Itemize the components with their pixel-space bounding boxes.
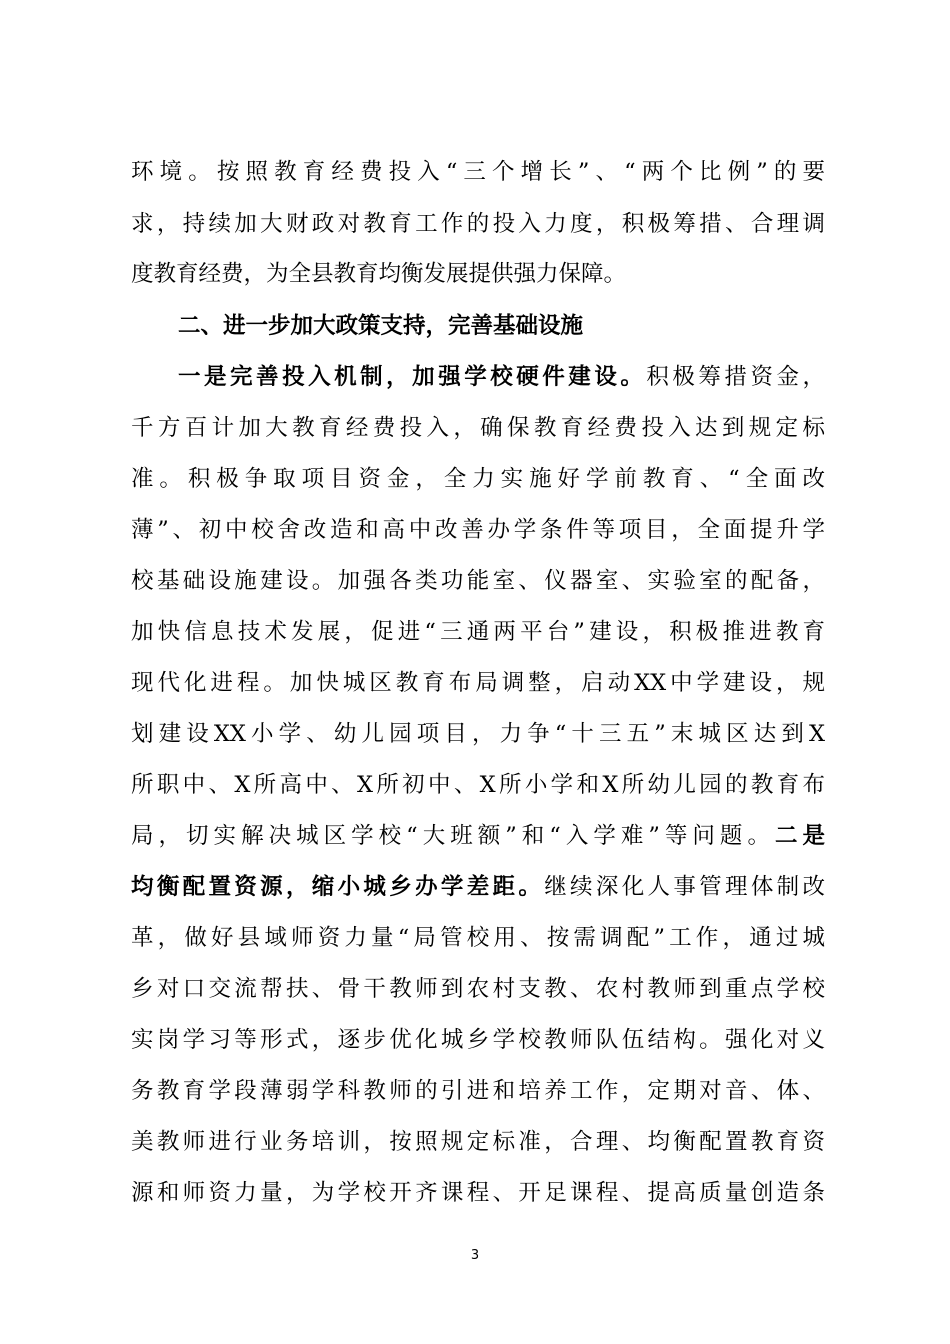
paragraph-line: 乡对口交流帮扶、骨干教师到农村支教、农村教师到重点学校 (131, 976, 825, 1002)
paragraph-text: 局，切实解决城区学校“大班额”和“入学难”等问题。 (131, 823, 775, 849)
paragraph-line: 革，做好县域师资力量“局管校用、按需调配”工作，通过城 (131, 925, 825, 951)
paragraph-line: 源和师资力量，为学校开齐课程、开足课程、提高质量创造条 (131, 1180, 825, 1206)
bold-lead-text: 均衡配置资源，缩小城乡办学差距。 (131, 874, 545, 900)
paragraph-line (131, 867, 825, 907)
bold-lead-text: 二是 (774, 823, 825, 849)
bold-lead-text: 一是完善投入机制，加强学校硬件建设。 (178, 364, 647, 390)
paragraph-line: 现代化进程。加快城区教育布局调整，启动XX中学建设，规 (131, 670, 825, 696)
paragraph-text: 继续深化人事管理体制改 (544, 874, 825, 900)
section-heading: 二、进一步加大政策支持，完善基础设施 (178, 313, 584, 339)
paragraph-line (178, 357, 825, 397)
paragraph-line: 度教育经费，为全县教育均衡发展提供强力保障。 (131, 261, 627, 287)
paragraph-line: 求，持续加大财政对教育工作的投入力度，积极筹措、合理调 (131, 211, 825, 237)
paragraph-line: 薄”、初中校舍改造和高中改善办学条件等项目，全面提升学 (131, 517, 825, 543)
paragraph-line: 所职中、X所高中、X所初中、X所小学和X所幼儿园的教育布 (131, 772, 825, 798)
paragraph-line: 务教育学段薄弱学科教师的引进和培养工作，定期对音、体、 (131, 1078, 825, 1104)
paragraph-line: 准。积极争取项目资金，全力实施好学前教育、“全面改 (131, 466, 825, 492)
paragraph-line: 划建设XX小学、幼儿园项目，力争“十三五”末城区达到X (131, 721, 825, 747)
paragraph-text: 积极筹措资金， (646, 364, 825, 390)
paragraph-line: 实岗学习等形式，逐步优化城乡学校教师队伍结构。强化对义 (131, 1027, 825, 1053)
page-number: 3 (470, 1248, 480, 1263)
paragraph-line (131, 816, 825, 856)
paragraph-line: 校基础设施建设。加强各类功能室、仪器室、实验室的配备， (131, 568, 825, 594)
paragraph-line: 美教师进行业务培训，按照规定标准，合理、均衡配置教育资 (131, 1129, 825, 1155)
paragraph-line: 环境。按照教育经费投入“三个增长”、“两个比例”的要 (131, 159, 825, 185)
paragraph-line: 加快信息技术发展，促进“三通两平台”建设，积极推进教育 (131, 619, 825, 645)
paragraph-line: 千方百计加大教育经费投入，确保教育经费投入达到规定标 (131, 415, 825, 441)
